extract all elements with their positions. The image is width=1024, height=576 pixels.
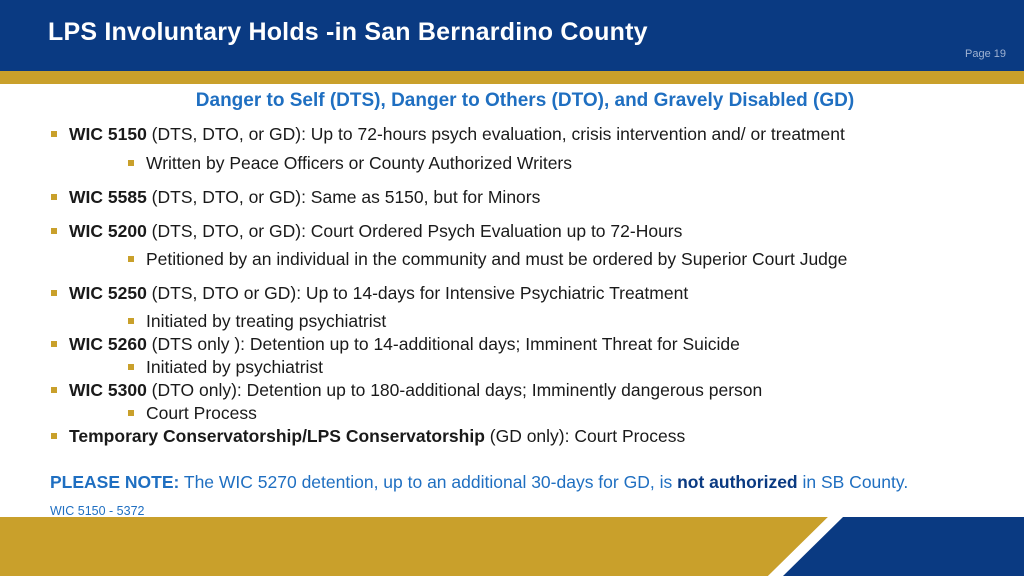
bullet-marker (51, 433, 57, 439)
sub-item: Petitioned by an individual in the community and must be ordered by Superior Court Judge (146, 249, 848, 269)
bullet-marker (128, 160, 134, 166)
list-item-wic-5585: WIC 5585 (DTS, DTO, or GD): Same as 5150, but for Minors (69, 187, 541, 207)
bullet-marker (51, 341, 57, 347)
page-number: Page 19 (965, 48, 1006, 60)
sub-item: Initiated by psychiatrist (146, 357, 324, 377)
bullet-marker (51, 290, 57, 296)
gold-divider (0, 71, 1024, 84)
sub-item: Court Process (146, 403, 257, 423)
list-item-conservatorship: Temporary Conservatorship/LPS Conservatorship (GD only): Court Process (69, 426, 686, 446)
sub-item: Written by Peace Officers or County Authorized Writers (146, 153, 573, 173)
header-bar (0, 0, 1024, 71)
bullet-marker (51, 387, 57, 393)
please-note: PLEASE NOTE: The WIC 5270 detention, up to an additional 30-days for GD, is not authorized in SB County. (50, 472, 909, 492)
list-item-wic-5200: WIC 5200 (DTS, DTO, or GD): Court Ordered Psych Evaluation up to 72-Hours (69, 221, 683, 241)
bullet-marker (51, 228, 57, 234)
bullet-marker (128, 318, 134, 324)
bullet-marker (51, 131, 57, 137)
list-item-wic-5150: WIC 5150 (DTS, DTO, or GD): Up to 72-hours psych evaluation, crisis intervention and/ or treatment (69, 124, 845, 144)
footer-reference: WIC 5150 - 5372 (50, 504, 145, 518)
sub-item: Initiated by treating psychiatrist (146, 311, 387, 331)
list-item-wic-5260: WIC 5260 (DTS only ): Detention up to 14-additional days; Imminent Threat for Suicide (69, 334, 740, 354)
footer-band (0, 513, 1024, 576)
list-item-wic-5300: WIC 5300 (DTO only): Detention up to 180-additional days; Imminently dangerous person (69, 380, 763, 400)
footer-gold-band (0, 517, 828, 576)
bullet-marker (51, 194, 57, 200)
list-item-wic-5250: WIC 5250 (DTS, DTO or GD): Up to 14-days for Intensive Psychiatric Treatment (69, 283, 689, 303)
slide-title: LPS Involuntary Holds -in San Bernardino County (48, 18, 648, 46)
slide-subtitle: Danger to Self (DTS), Danger to Others (DTO), and Gravely Disabled (GD) (195, 90, 855, 111)
bullet-marker (128, 364, 134, 370)
bullet-marker (128, 256, 134, 262)
bullet-marker (128, 410, 134, 416)
